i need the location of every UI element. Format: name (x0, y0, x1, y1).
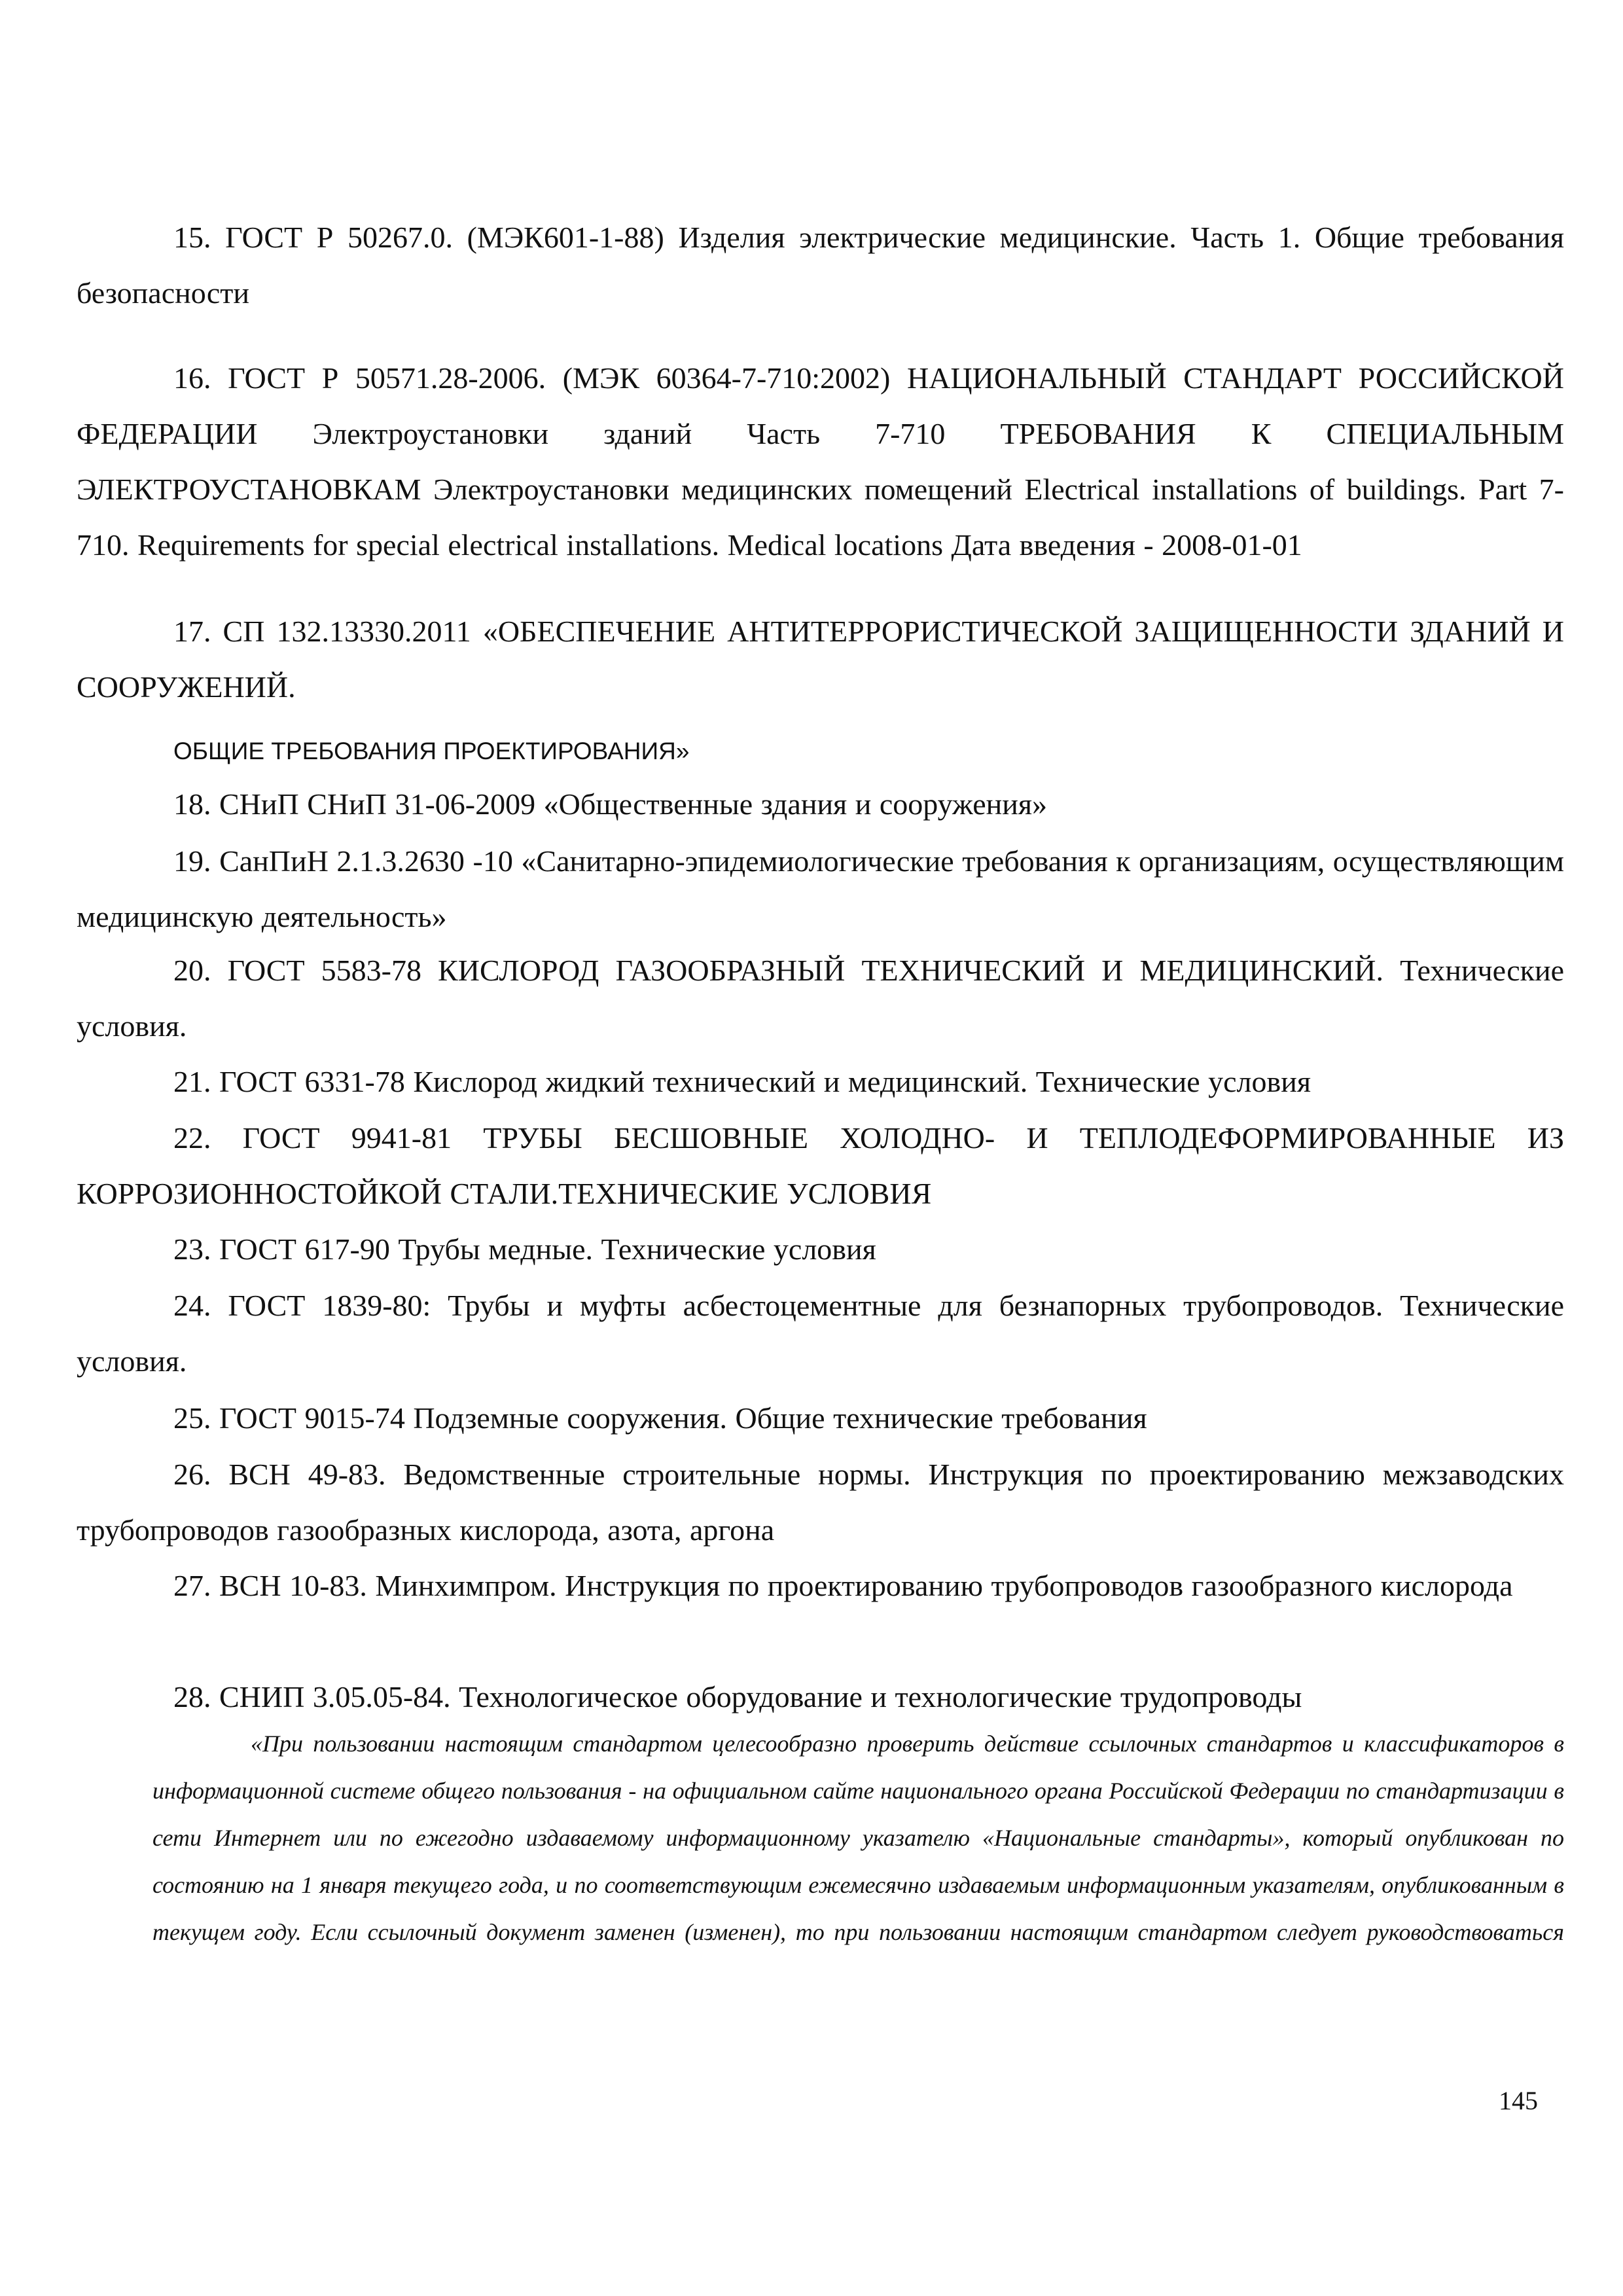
reference-17-continuation: ОБЩИЕ ТРЕБОВАНИЯ ПРОЕКТИРОВАНИЯ» (173, 738, 690, 764)
reference-18: 18. СНиП СНиП 31-06-2009 «Общественные здания и сооружения» (173, 787, 1048, 821)
reference-24: 24. ГОСТ 1839-80: Трубы и муфты асбестоцементные для безнапорных трубопроводов. Технические условия. (77, 1289, 1564, 1378)
standards-usage-note: «При пользовании настоящим стандартом целесообразно проверить действие ссылочных стандартов и классификаторов в информационной системе общего пользования - на официальном сайте национального органа Российской Федерации по стандартизации в сети Интернет или по ежегодно издаваемому информационному указателю «Национальные стандарты», который опубликован по состоянию на 1 января текущего года, и по соответствующим ежемесячно издаваемым информационным указателям, опубликованным в текущем году. Если ссылочный документ заменен (изменен), то при пользовании настоящим стандартом следует руководствоваться (152, 1731, 1564, 1945)
reference-15: 15. ГОСТ Р 50267.0. (МЭК601-1-88) Изделия электрические медицинские. Часть 1. Общие требования безопасности (77, 221, 1564, 310)
page-number: 145 (1499, 2086, 1538, 2115)
reference-17: 17. СП 132.13330.2011 «ОБЕСПЕЧЕНИЕ АНТИТЕРРОРИСТИЧЕСКОЙ ЗАЩИЩЕННОСТИ ЗДАНИЙ И СООРУЖЕНИЙ. (77, 615, 1564, 704)
reference-19: 19. СанПиН 2.1.3.2630 -10 «Санитарно-эпидемиологические требования к организациям, осуществляющим медицинскую деятельность» (77, 844, 1564, 933)
reference-22: 22. ГОСТ 9941-81 ТРУБЫ БЕСШОВНЫЕ ХОЛОДНО- И ТЕПЛОДЕФОРМИРОВАННЫЕ ИЗ КОРРОЗИОННОСТОЙКОЙ СТАЛИ.ТЕХНИЧЕСКИЕ УСЛОВИЯ (77, 1121, 1564, 1210)
reference-25: 25. ГОСТ 9015-74 Подземные сооружения. Общие технические требования (173, 1401, 1147, 1435)
reference-20: 20. ГОСТ 5583-78 КИСЛОРОД ГАЗООБРАЗНЫЙ ТЕХНИЧЕСКИЙ И МЕДИЦИНСКИЙ. Технические условия. (77, 954, 1564, 1043)
reference-27: 27. ВСН 10-83. Минхимпром. Инструкция по проектированию трубопроводов газообразного кислорода (173, 1569, 1513, 1602)
reference-23: 23. ГОСТ 617-90 Трубы медные. Технические условия (173, 1232, 876, 1266)
reference-21: 21. ГОСТ 6331-78 Кислород жидкий технический и медицинский. Технические условия (173, 1065, 1311, 1098)
reference-28: 28. СНИП 3.05.05-84. Технологическое оборудование и технологические трудопроводы (173, 1680, 1302, 1713)
reference-16: 16. ГОСТ Р 50571.28-2006. (МЭК 60364-7-710:2002) НАЦИОНАЛЬНЫЙ СТАНДАРТ РОССИЙСКОЙ ФЕДЕРАЦИИ Электроустановки зданий Часть 7-710 ТРЕБОВАНИЯ К СПЕЦИАЛЬНЫМ ЭЛЕКТРОУСТАНОВКАМ Электроустановки медицинских помещений Electrical installations of buildings. Part 7-710. Requirements for special electrical installations. Medical locations Дата введения - 2008-01-01 (77, 361, 1564, 562)
reference-26: 26. ВСН 49-83. Ведомственные строительные нормы. Инструкция по проектированию межзаводских трубопроводов газообразных кислорода, азота, аргона (77, 1458, 1564, 1547)
